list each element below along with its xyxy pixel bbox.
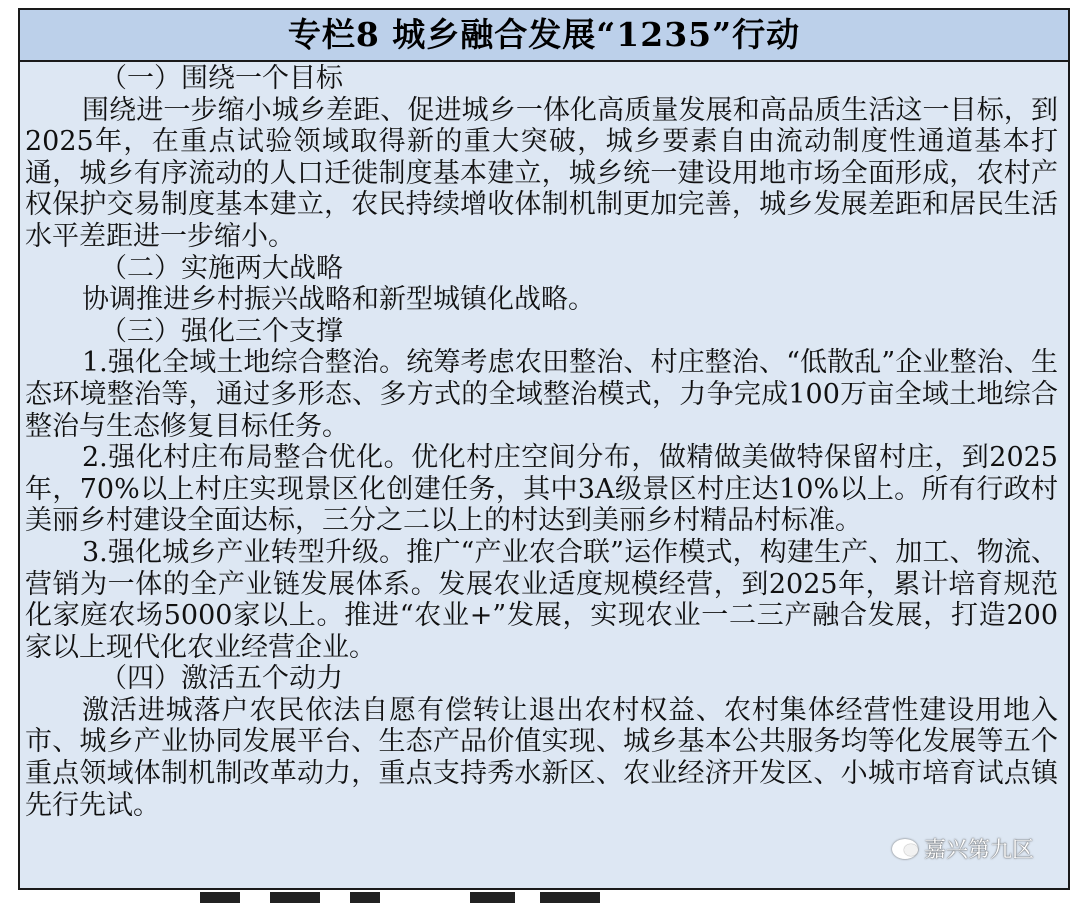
paragraph-support-3: 3.强化城乡产业转型升级。推广“产业农合联”运作模式，构建生产、加工、物流、营销为一体的全产业链发展体系。发展农业适度规模经营，到2025年，累计培育规范化家庭农场5000家以上。推进“农业+”发展，实现农业一二三产融合发展，打造200家以上现代化农业经营企业。 [25,536,1058,663]
section-heading-4: （四）激活五个动力 [100,663,343,695]
section-heading-1: （一）围绕一个目标 [100,63,343,94]
column-box [18,8,1070,890]
paragraph-support-1: 1.强化全域土地综合整治。统筹考虑农田整治、村庄整治、“低散乱”企业整治、生态环境整治等，通过多形态、多方式的全域整治模式，力争完成100万亩全域土地综合整治与生态修复目标任务。 [25,347,1058,442]
paragraph-support-2: 2.强化村庄布局整合优化。优化村庄空间分布，做精做美做特保留村庄，到2025年，70%以上村庄实现景区化创建任务，其中3A级景区村庄达10%以上。所有行政村美丽乡村建设全面达标，三分之二以上的村达到美丽乡村精品村标准。 [25,442,1058,537]
column-body [20,62,1068,821]
wechat-icon [892,839,918,859]
watermark-text: 嘉兴第九区 [923,838,1034,863]
section-heading-3: （三）强化三个支撑 [100,315,343,347]
section-heading-2: （二）实施两大战略 [100,252,343,284]
paragraph-momentum: 激活进城落户农民依法自愿有偿转让退出农村权益、农村集体经营性建设用地入市、城乡产业协同发展平台、生态产品价值实现、城乡基本公共服务均等化发展等五个重点领域体制机制改革动力，重点支持秀水新区、农业经济开发区、小城市培育试点镇先行先试。 [25,694,1058,821]
watermark [892,833,1034,864]
column-title: 专栏8 城乡融合发展“1235”行动 [20,10,1068,62]
paragraph-goal: 围绕进一步缩小城乡差距、促进城乡一体化高质量发展和高品质生活这一目标，到2025年，在重点试验领域取得新的重大突破，城乡要素自由流动制度性通道基本打通，城乡有序流动的人口迁徙制度基本建立，城乡统一建设用地市场全面形成，农村产权保护交易制度基本建立，农民持续增收体制机制更加完善，城乡发展差距和居民生活水平差距进一步缩小。 [25,94,1058,252]
paragraph-strategy: 协调推进乡村振兴战略和新型城镇化战略。 [82,284,595,316]
next-page-fragment [0,892,1080,903]
